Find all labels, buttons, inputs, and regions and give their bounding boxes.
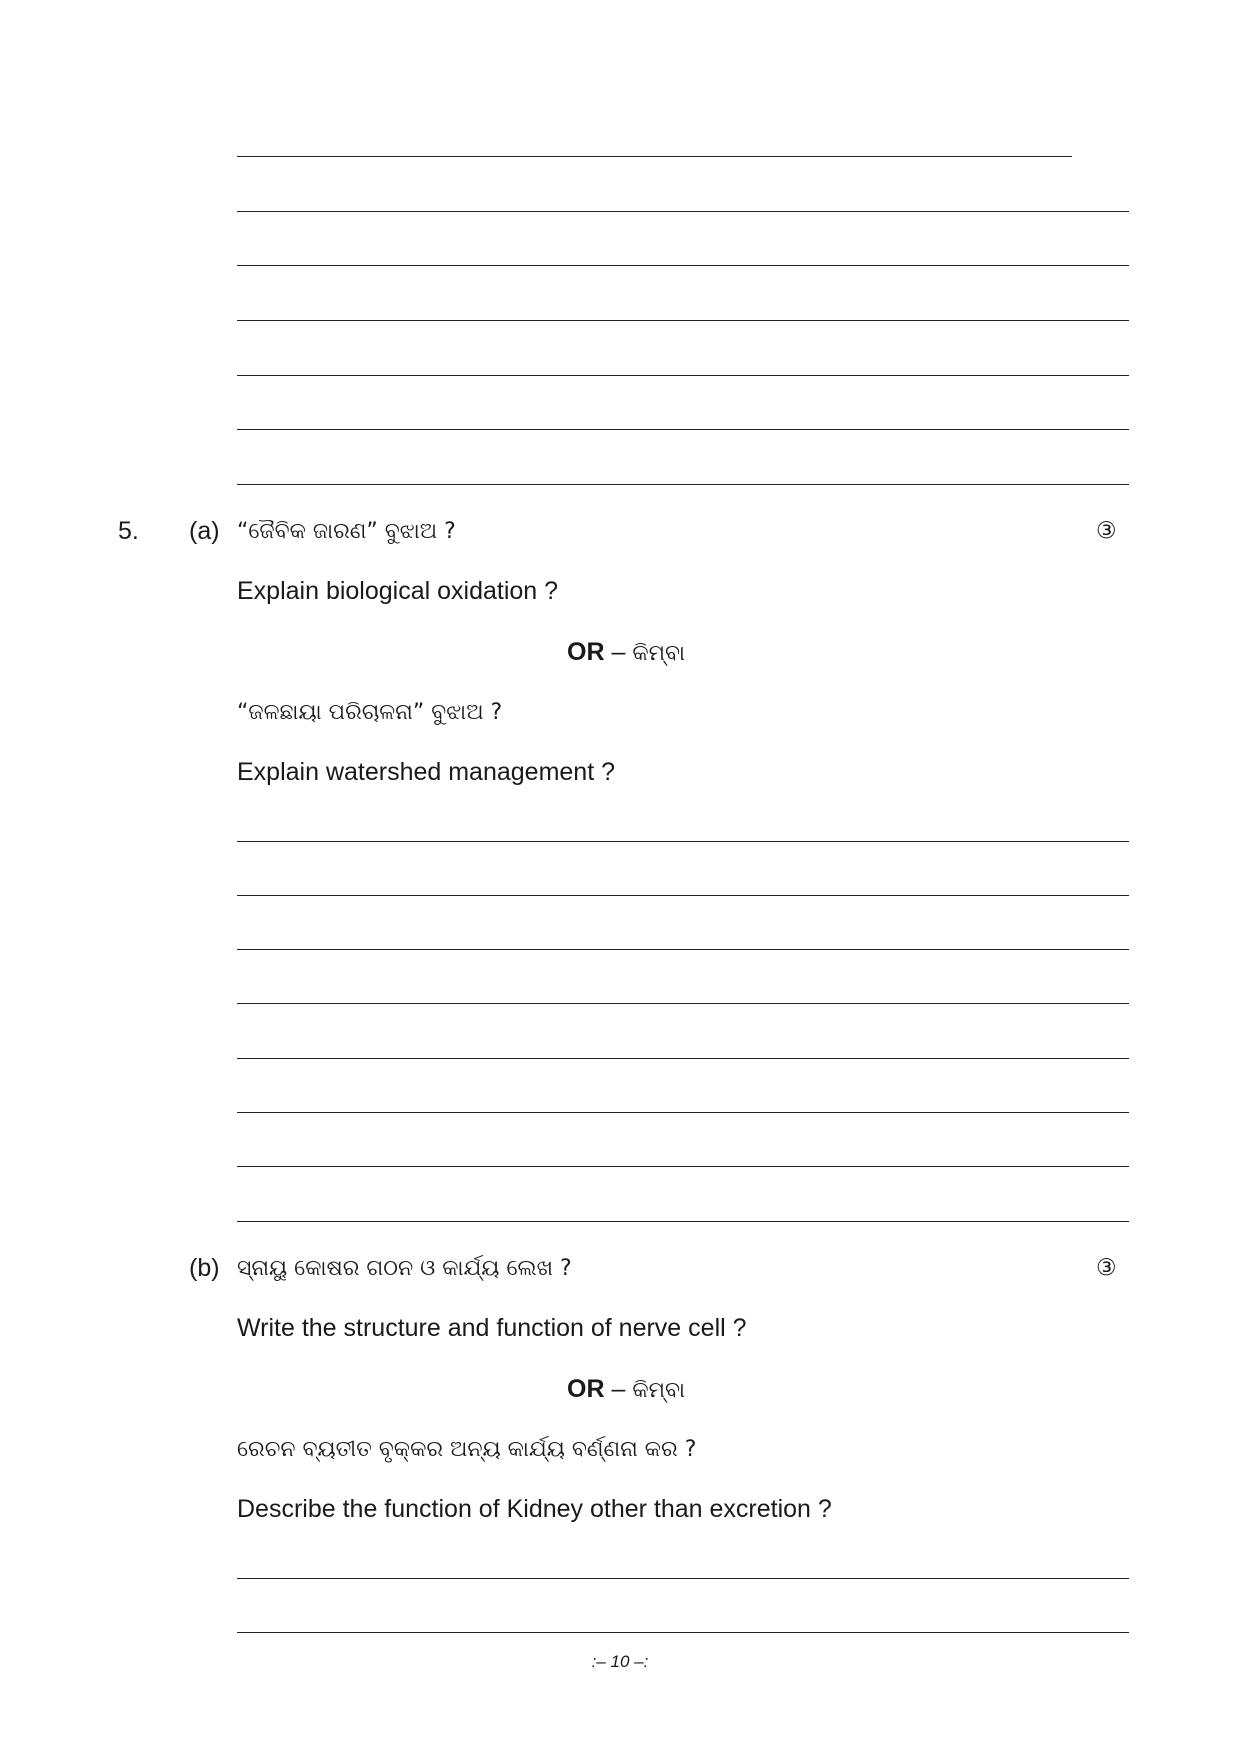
part-b-english-question: Write the structure and function of nerve cell ? — [237, 1314, 747, 1342]
answer-line — [237, 895, 1129, 896]
part-b-odia-question: ସ୍ନାୟୁ କୋଷର ଗଠନ ଓ କାର୍ଯ୍ୟ ଲେଖ ? — [237, 1256, 572, 1281]
or-dash: – — [611, 638, 626, 666]
answer-line — [237, 1112, 1129, 1113]
or-english: OR — [567, 638, 605, 666]
or-dash: – — [611, 1375, 626, 1403]
page-number: :– 10 –: — [591, 1652, 649, 1671]
answer-line — [237, 156, 1072, 157]
part-b-label: (b) — [189, 1254, 220, 1282]
part-b-or-divider — [567, 1377, 685, 1402]
answer-line — [237, 1058, 1129, 1059]
answer-line — [237, 1221, 1129, 1222]
part-b-alt-odia-question: ରେଚନ ବ୍ୟତୀତ ବୃକ୍କର ଅନ୍ୟ କାର୍ଯ୍ୟ ବର୍ଣ୍ଣନା କର ? — [237, 1437, 697, 1462]
answer-line — [237, 265, 1129, 266]
answer-line — [237, 484, 1129, 485]
question-number: 5. — [118, 517, 139, 545]
answer-line — [237, 1578, 1129, 1579]
part-a-alt-english-question: Explain watershed management ? — [237, 758, 616, 786]
answer-line — [237, 841, 1129, 842]
answer-line — [237, 1166, 1129, 1167]
part-b-alt-english-question: Describe the function of Kidney other than excretion ? — [237, 1495, 832, 1523]
part-a-odia-question: “ଜୈବିକ ଜାରଣ” ବୁଝାଅ ? — [237, 519, 456, 544]
answer-line — [237, 211, 1129, 212]
part-b-marks: ③ — [1096, 1255, 1117, 1281]
or-english: OR — [567, 1375, 605, 1403]
answer-line — [237, 375, 1129, 376]
part-a-english-question: Explain biological oxidation ? — [237, 577, 559, 605]
answer-line — [237, 1003, 1129, 1004]
or-odia: କିମ୍ବା — [632, 641, 686, 666]
part-a-marks: ③ — [1096, 518, 1117, 544]
answer-line — [237, 429, 1129, 430]
answer-line — [237, 1632, 1129, 1633]
answer-line — [237, 949, 1129, 950]
or-odia: କିମ୍ବା — [632, 1378, 686, 1403]
part-a-or-divider — [567, 640, 685, 665]
answer-line — [237, 320, 1129, 321]
part-a-label: (a) — [189, 517, 220, 545]
part-a-alt-odia-question: “ଜଳଛାୟା ପରିଚାଳନା” ବୁଝାଅ ? — [237, 700, 503, 725]
